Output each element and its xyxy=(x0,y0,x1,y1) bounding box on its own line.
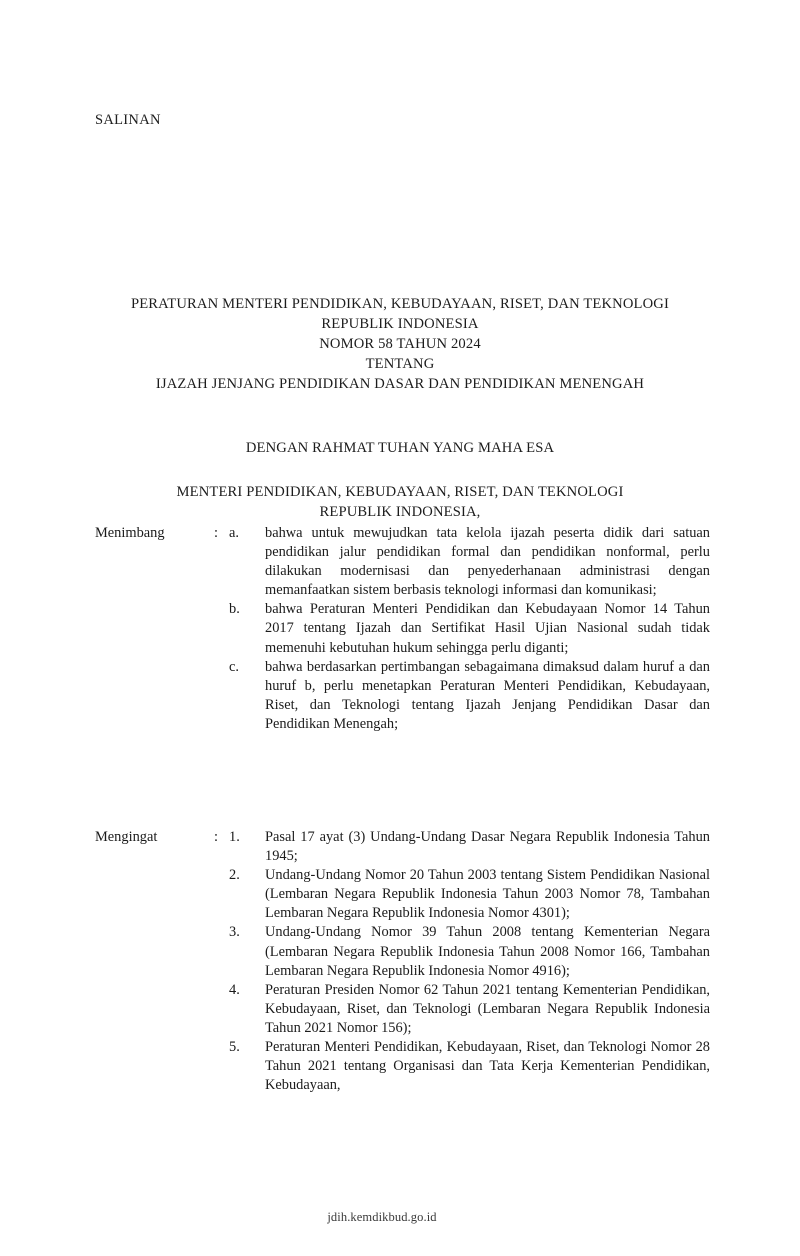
clause-text: Undang-Undang Nomor 20 Tahun 2003 tentang Sistem Pendidikan Nasional (Lembaran Negara Republik Indonesia Tahun 2003 Nomor 78, Tambahan Lembaran Negara Republik Indonesia Nomor 4301); xyxy=(265,867,710,922)
footer-watermark: jdih.kemdikbud.go.id xyxy=(327,1210,437,1224)
title-line-2: REPUBLIK INDONESIA xyxy=(321,316,479,332)
clause-item xyxy=(95,828,710,866)
clause-text: Peraturan Menteri Pendidikan, Kebudayaan, Riset, dan Teknologi Nomor 28 Tahun 2021 tentang Organisasi dan Tata Kerja Kementerian Pendidikan, Kebudayaan, xyxy=(265,1039,710,1094)
clause-marker: c. xyxy=(229,658,239,675)
section-menimbang xyxy=(95,524,710,734)
document-title-block xyxy=(78,294,722,394)
clause-text: bahwa untuk mewujudkan tata kelola ijazah peserta didik dari satuan pendidikan jalur pendidikan formal dan pendidikan nonformal, perlu dilakukan modernisasi dan penyederhanaan administrasi dengan memanfaatkan sistem berbasis teknologi informasi dan komunikasi; xyxy=(265,525,710,599)
clause-item xyxy=(95,866,710,923)
clause-text: Pasal 17 ayat (3) Undang-Undang Dasar Negara Republik Indonesia Tahun 1945; xyxy=(265,829,710,865)
title-line-1: PERATURAN MENTERI PENDIDIKAN, KEBUDAYAAN, RISET, DAN TEKNOLOGI xyxy=(130,296,670,312)
section-mengingat xyxy=(95,828,710,1095)
clause-item xyxy=(95,600,710,657)
authority-line-2: REPUBLIK INDONESIA, xyxy=(319,504,481,520)
authority-line-1: MENTERI PENDIDIKAN, KEBUDAYAAN, RISET, DAN TEKNOLOGI xyxy=(176,484,624,500)
clause-marker: a. xyxy=(229,525,239,541)
clause-marker: 4. xyxy=(229,981,240,998)
clause-marker: 5. xyxy=(229,1039,240,1056)
clause-marker: b. xyxy=(229,601,240,618)
clause-item xyxy=(95,981,710,1038)
clause-item xyxy=(95,1038,710,1095)
clause-marker: 3. xyxy=(229,924,240,941)
clause-marker: 2. xyxy=(229,867,240,884)
section-colon: : xyxy=(214,525,218,541)
section-label-menimbang: Menimbang xyxy=(95,525,165,541)
clause-item xyxy=(95,923,710,980)
title-line-4: TENTANG xyxy=(365,356,435,372)
clause-text: Undang-Undang Nomor 39 Tahun 2008 tentang Kementerian Negara (Lembaran Negara Republik Indonesia Tahun 2008 Nomor 166, Tambahan Lembaran Negara Republik Indonesia Nomor 4916); xyxy=(265,924,710,979)
title-line-5: IJAZAH JENJANG PENDIDIKAN DASAR DAN PENDIDIKAN MENENGAH xyxy=(155,376,645,392)
section-colon: : xyxy=(214,829,218,845)
section-label-mengingat: Mengingat xyxy=(95,829,158,845)
page-footer xyxy=(0,1208,800,1226)
clause-text: bahwa Peraturan Menteri Pendidikan dan Kebudayaan Nomor 14 Tahun 2017 tentang Ijazah dan Sertifikat Hasil Ujian Nasional sudah tidak memenuhi kebutuhan hukum sehingga perlu diganti; xyxy=(265,601,710,656)
title-line-3: NOMOR 58 TAHUN 2024 xyxy=(319,336,481,352)
clause-item xyxy=(95,524,710,600)
clause-text: bahwa berdasarkan pertimbangan sebagaimana dimaksud dalam huruf a dan huruf b, perlu menetapkan Peraturan Menteri Pendidikan, Kebudayaan, Riset, dan Teknologi tentang Ijazah Jenjang Pendidikan Dasar dan Pendidikan Menengah; xyxy=(265,658,710,732)
invocation-line: DENGAN RAHMAT TUHAN YANG MAHA ESA xyxy=(245,440,555,456)
clause-marker: 1. xyxy=(229,829,240,845)
document-subtitle-block xyxy=(78,438,722,522)
salinan-stamp: SALINAN xyxy=(95,112,161,128)
subtitle-spacer xyxy=(78,458,722,482)
clause-item xyxy=(95,658,710,734)
clause-text: Peraturan Presiden Nomor 62 Tahun 2021 tentang Kementerian Pendidikan, Kebudayaan, Riset, dan Teknologi (Lembaran Negara Republik Indonesia Tahun 2021 Nomor 156); xyxy=(265,981,710,1036)
